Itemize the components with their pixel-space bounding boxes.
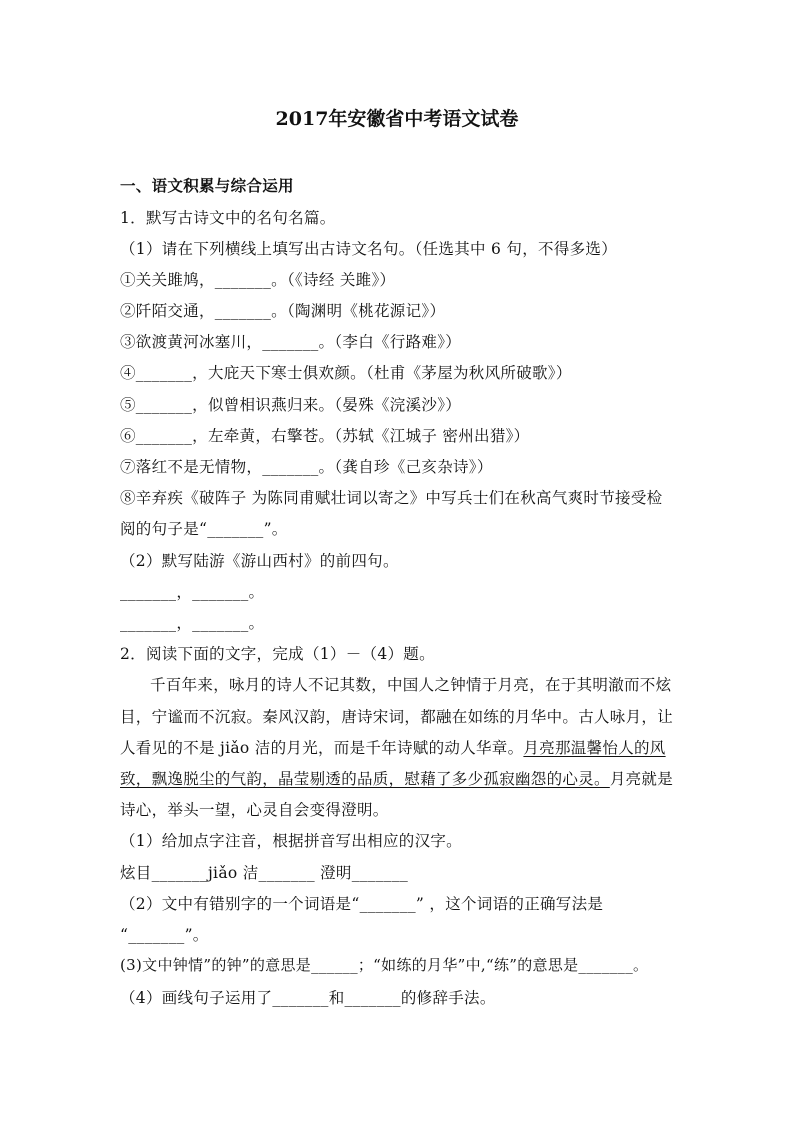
q1-item-3: ③欲渡黄河冰塞川，_______。（李白《行路难》） [120,333,462,351]
passage-text: 人看见的不是 jiǎo 洁的月光，而是千年诗赋的动人华章。 [120,739,524,757]
q1-part2-blank-2: _______，_______。 [120,614,265,632]
underlined-sentence: 月亮那温馨怡人的风 [523,739,666,757]
passage-line-4 [120,767,673,789]
q1-item-2: ②阡陌交通，_______。（陶渊明《桃花源记》） [120,302,446,320]
q2-part3: (3)文中钟情”的钟”的意思是______；“如练的月华”中,“练”的意思是_______。 [120,956,649,974]
passage-line-2: 目，宁谧而不沉寂。秦风汉韵，唐诗宋词，都融在如练的月华中。古人咏月，让 [120,708,674,726]
section-heading: 一、语文积累与综合运用 [120,176,294,195]
q1-part1-instruction: （1）请在下列横线上填写出古诗文名句。（任选其中 6 句，不得多选） [120,240,618,258]
q1-item-6: ⑥_______，左牵黄，右擎苍。（苏轼《江城子 密州出猎》） [120,427,530,445]
q2-heading: 2．阅读下面的文字，完成（1）－（4）题。 [120,645,435,663]
q2-part2-cont: “_______”。 [120,926,209,944]
q1-heading: 1．默写古诗文中的名句名篇。 [120,209,336,227]
q1-item-8: ⑧辛弃疾《破阵子 为陈同甫赋壮词以寄之》中写兵士们在秋高气爽时节接受检 [120,489,663,507]
exam-title: 2017年安徽省中考语文试卷 [275,108,519,130]
q2-part4: （4）画线句子运用了_______和_______的修辞手法。 [120,989,496,1007]
q1-item-4: ④_______，大庇天下寒士俱欢颜。（杜甫《茅屋为秋风所破歌》） [120,364,572,382]
passage-line-3 [120,736,666,758]
q2-part1: （1）给加点字注音，根据拼音写出相应的汉字。 [120,832,462,850]
q1-item-7: ⑦落红不是无情物，_______。（龚自珍《己亥杂诗》） [120,458,493,476]
passage-line-5: 诗心，举头一望，心灵自会变得澄明。 [120,801,389,819]
passage-text: 月亮就是 [609,770,674,788]
q1-item-8-cont: 阅的句子是“_______”。 [120,520,288,538]
q1-part2-instruction: （2）默写陆游《游山西村》的前四句。 [120,552,399,570]
q2-part2: （2）文中有错别字的一个词语是“_______” ，这个词语的正确写法是 [120,895,604,913]
q2-part1-blanks: 炫目_______jiǎo 洁_______ 澄明_______ [120,864,409,882]
passage-line-1: 千百年来，咏月的诗人不记其数，中国人之钟情于月亮，在于其明澈而不炫 [150,676,672,694]
q1-item-5: ⑤_______，似曾相识燕归来。（晏殊《浣溪沙》） [120,396,462,414]
underlined-sentence: 致，飘逸脱尘的气韵，晶莹剔透的品质，慰藉了多少孤寂幽怨的心灵。 [120,770,610,788]
q1-part2-blank-1: _______，_______。 [120,583,265,601]
q1-item-1: ①关关雎鸠，_______。（《诗经 关雎》） [120,271,396,289]
